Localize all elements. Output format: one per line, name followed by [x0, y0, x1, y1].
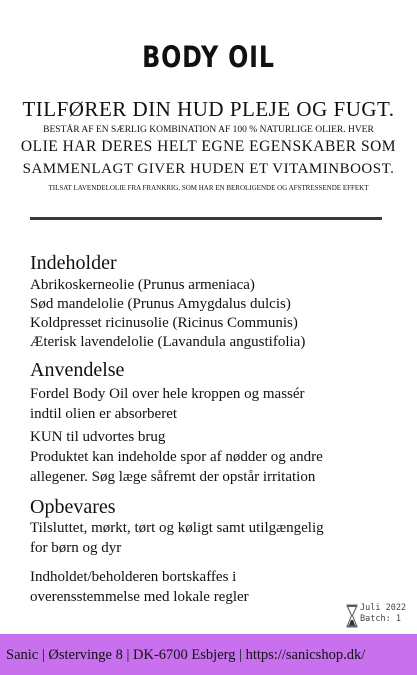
intro-line-5: TILSAT LAVENDELOLIE FRA FRANKRIG, SOM HAR EN BEROLIGENDE OG AFSTRESSENDE EFFEKT [48, 184, 369, 192]
ingredient-item: Koldpresset ricinusolie (Ricinus Communis) [30, 315, 298, 331]
intro-line-2: BESTÅR AF EN SÆRLIG KOMBINATION AF 100 % NATURLIGE OLIER. HVER [43, 125, 374, 135]
usage-line: Produktet kan indeholde spor af nødder og andre [30, 449, 323, 465]
storage-line: Indholdet/beholderen bortskaffes i [30, 569, 237, 585]
usage-line: indtil olien er absorberet [30, 406, 178, 422]
ingredients-heading: Indeholder [30, 252, 117, 274]
storage-line: Tilsluttet, mørkt, tørt og køligt samt utilgængelig [30, 520, 324, 536]
footer-contact: Sanic | Østervinge 8 | DK-6700 Esbjerg | https://sanicshop.dk/ [6, 647, 366, 663]
ingredient-item: Æterisk lavendelolie (Lavandula angustifolia) [30, 334, 306, 350]
usage-heading: Anvendelse [30, 359, 125, 381]
storage-heading: Opbevares [30, 496, 116, 518]
divider [30, 217, 382, 220]
usage-line: allegener. Søg læge såfremt der opstår irritation [30, 469, 316, 485]
hourglass-icon [346, 604, 358, 628]
batch-stamp [346, 603, 410, 629]
usage-line: Fordel Body Oil over hele kroppen og massér [30, 386, 305, 402]
page-title: BODY OIL [142, 40, 275, 74]
intro-line-4: SAMMENLAGT GIVER HUDEN ET VITAMINBOOST. [22, 161, 395, 177]
ingredient-item: Abrikoskerneolie (Prunus armeniaca) [30, 277, 255, 293]
batch-date: Juli 2022 [360, 603, 407, 613]
batch-number: Batch: 1 [360, 614, 401, 624]
storage-line: overensstemmelse med lokale regler [30, 589, 249, 605]
usage-line: KUN til udvortes brug [30, 429, 166, 445]
footer-bar [0, 634, 417, 675]
intro-line-1: TILFØRER DIN HUD PLEJE OG FUGT. [22, 97, 395, 121]
intro-line-3: OLIE HAR DERES HELT EGNE EGENSKABER SOM [20, 138, 397, 155]
ingredient-item: Sød mandelolie (Prunus Amygdalus dulcis) [30, 296, 291, 312]
storage-line: for børn og dyr [30, 540, 122, 556]
